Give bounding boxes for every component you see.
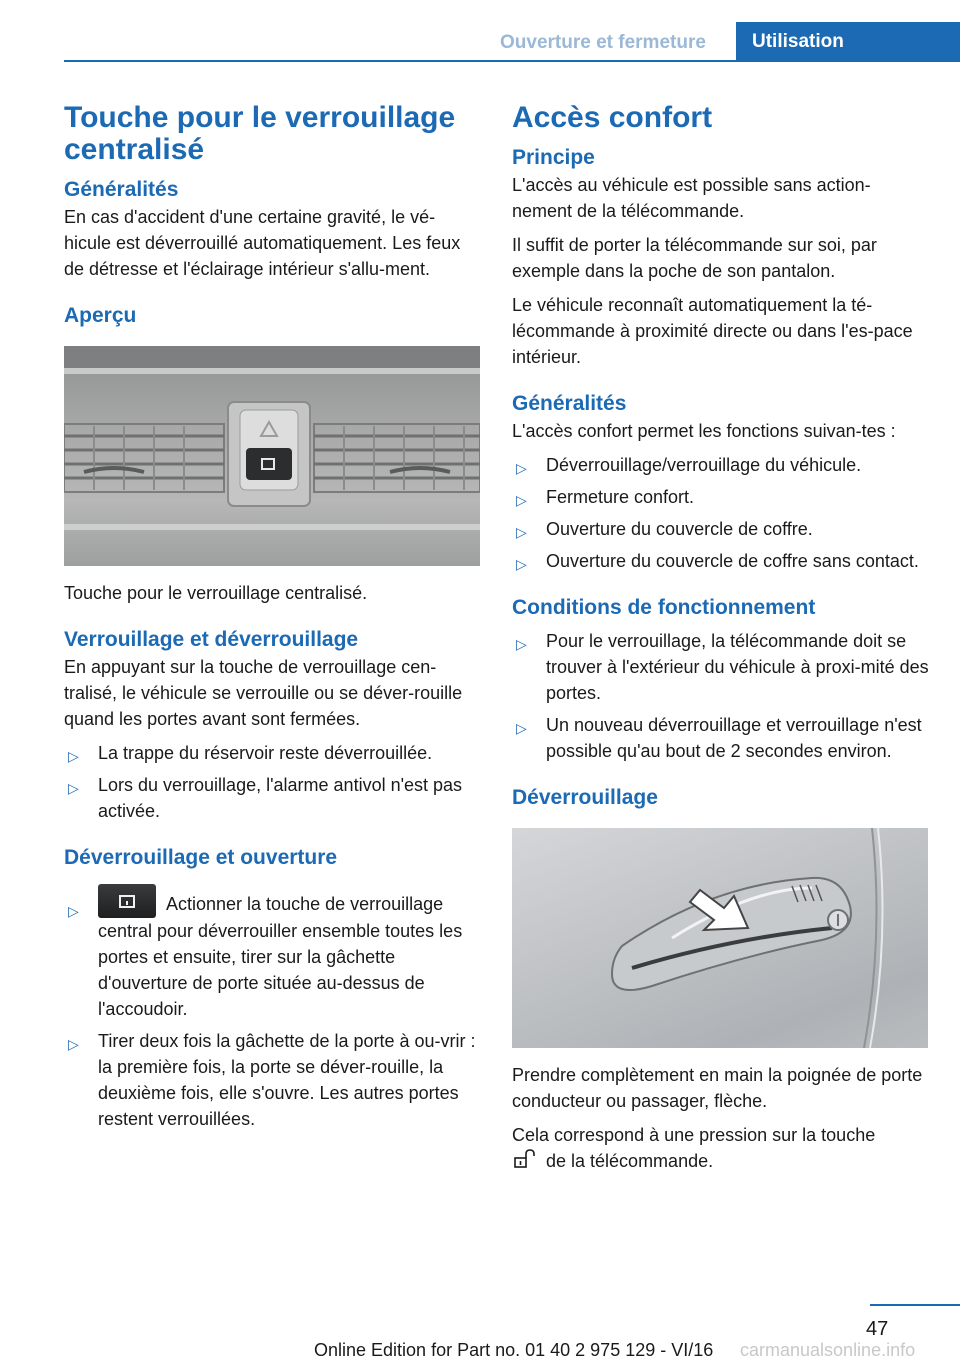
section-title-acces-confort: Accès confort <box>512 101 713 134</box>
heading-generalites-right: Généralités <box>512 392 627 415</box>
list-item: ▷ Actionner la touche de verrouillage central pour déverrouiller ensemble toutes les portes et ensuite, tirer sur la gâchette d'ouverture de porte située au-dessus de l'accoudoir. <box>64 884 480 1022</box>
generalites-right-text: L'accès confort permet les fonctions suivan‐tes : <box>512 421 896 441</box>
bullet-triangle-icon: ▷ <box>68 780 79 796</box>
verrouillage-list <box>64 740 480 824</box>
functions-list <box>512 452 930 574</box>
bullet-triangle-icon: ▷ <box>516 460 527 476</box>
header-tab: Utilisation <box>736 22 960 62</box>
heading-deverrouillage-ouverture: Déverrouillage et ouverture <box>64 846 338 869</box>
header-section: Ouverture et fermeture <box>500 32 706 53</box>
bullet-triangle-icon: ▷ <box>516 524 527 540</box>
list-item: ▷ Fermeture confort. <box>512 484 930 510</box>
list-item: ▷ Ouverture du couvercle de coffre sans contact. <box>512 548 930 574</box>
list-item: ▷ Ouverture du couvercle de coffre. <box>512 516 930 542</box>
conditions-list <box>512 628 930 764</box>
heading-generalites: Généralités <box>64 178 179 201</box>
unlock-icon <box>512 1149 538 1167</box>
bullet-triangle-icon: ▷ <box>68 748 79 764</box>
principe-paragraph: Le véhicule reconnaît automatiquement la té‐lécommande à proximité directe ou dans l'es‐pace intérieur. <box>512 295 913 367</box>
bullet-triangle-icon: ▷ <box>68 1036 79 1052</box>
door-handle-figure <box>512 828 928 1048</box>
watermark: carmanualsonline.info <box>740 1340 916 1360</box>
list-item: ▷ La trappe du réservoir reste déverrouillée. <box>64 740 480 766</box>
bullet-triangle-icon: ▷ <box>516 636 527 652</box>
heading-conditions: Conditions de fonctionnement <box>512 596 816 619</box>
generalites-text: En cas d'accident d'une certaine gravité, le vé‐hicule est déverrouillé automatiquement. Les feux de détresse et l'éclairage intérieur s'allu‐ment. <box>64 207 461 279</box>
page-number: 47 <box>866 1318 889 1340</box>
deverrouillage-list <box>64 884 480 1132</box>
last-paragraph: Cela correspond à une pression sur la touche de la télécommande. <box>512 1125 876 1171</box>
principe-paragraph: L'accès au véhicule est possible sans action‐nement de la télécommande. <box>512 175 871 221</box>
figure-caption-right: Prendre complètement en main la poignée de porte conducteur ou passager, flèche. <box>512 1065 923 1111</box>
heading-apercu: Aperçu <box>64 304 137 327</box>
bullet-triangle-icon: ▷ <box>516 720 527 736</box>
list-item: ▷ Tirer deux fois la gâchette de la porte à ou‐vrir : la première fois, la porte se déver‐rouille, la deuxième fois, elle s'ouvre. Les autres portes restent verrouillées. <box>68 1031 476 1129</box>
list-item: ▷ Lors du verrouillage, l'alarme antivol n'est pas activée. <box>68 775 463 821</box>
edition-note: Online Edition for Part no. 01 40 2 975 129 - VI/16 <box>314 1340 714 1360</box>
figure-caption: Touche pour le verrouillage centralisé. <box>64 583 368 603</box>
principe-paragraph: Il suffit de porter la télécommande sur soi, par exemple dans la poche de son pantalon. <box>512 235 877 281</box>
central-lock-figure <box>64 346 480 566</box>
list-item: ▷ Déverrouillage/verrouillage du véhicule. <box>512 452 930 478</box>
bullet-triangle-icon: ▷ <box>516 556 527 572</box>
verrouillage-text: En appuyant sur la touche de verrouillage cen‐tralisé, le véhicule se verrouille ou se déver‐rouille quand les portes avant sont fermées. <box>64 657 463 729</box>
bullet-triangle-icon: ▷ <box>516 492 527 508</box>
heading-deverrouillage: Déverrouillage <box>512 786 658 809</box>
door-handle-illustration <box>512 828 928 1048</box>
right-column <box>512 102 930 1182</box>
heading-principe: Principe <box>512 146 595 169</box>
vent-illustration <box>64 346 480 566</box>
section-title: Touche pour le verrouillage centralisé <box>64 101 456 166</box>
central-lock-button-icon <box>98 884 156 918</box>
footer-rule <box>870 1304 960 1306</box>
heading-verrouillage: Verrouillage et déverrouillage <box>64 628 359 651</box>
list-item: ▷ Pour le verrouillage, la télécommande doit se trouver à l'extérieur du véhicule à proxi‐mité des portes. <box>516 631 929 703</box>
bullet-triangle-icon: ▷ <box>68 903 79 919</box>
list-item: ▷ Un nouveau déverrouillage et verrouillage n'est possible qu'au bout de 2 secondes environ. <box>516 715 922 761</box>
left-column <box>64 102 480 1140</box>
